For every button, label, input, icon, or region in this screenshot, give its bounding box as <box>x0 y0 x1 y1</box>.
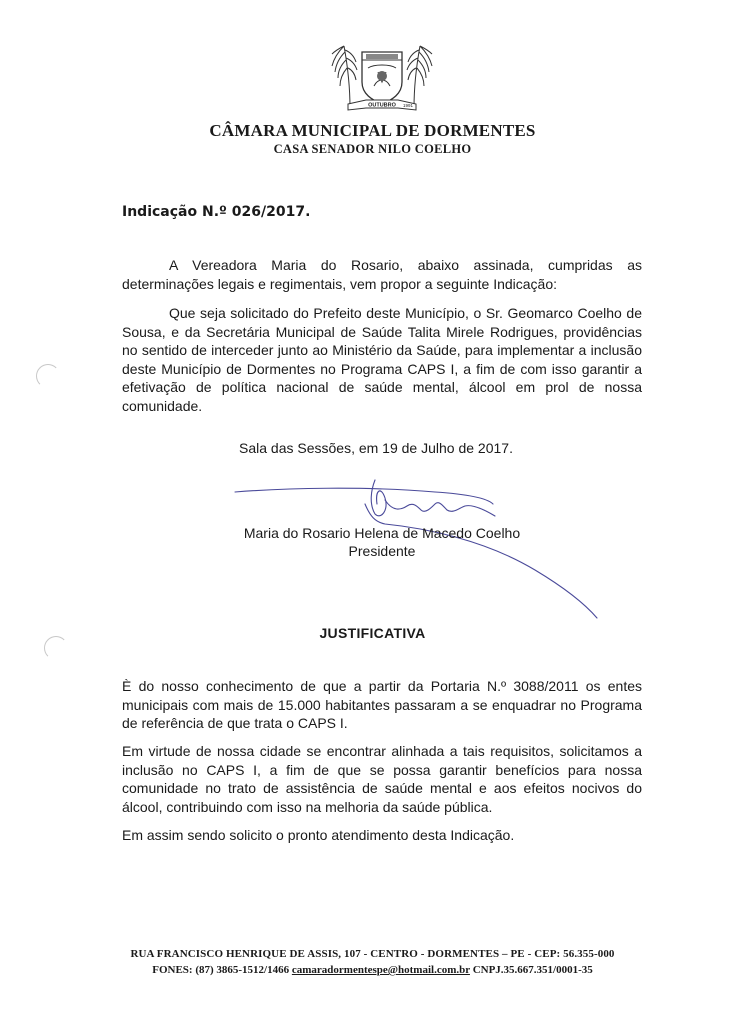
footer-cnpj: CNPJ.35.667.351/0001-35 <box>472 964 593 976</box>
punch-hole-mark <box>44 636 68 660</box>
emblem-ribbon-text: OUTUBRO <box>368 102 396 109</box>
justification-paragraph-3: Em assim sendo solicito o pronto atendimento desta Indicação. <box>122 827 515 843</box>
justification-paragraph-2: Em virtude de nossa cidade se encontrar alinhada a tais requisitos, solicitamos a inclusão no CAPS I, a fim de que se possa garantir benefícios para nossa comunidade no trato de assistência de saúde mental e aos efeitos nocivos do álcool, contribuindo com isso na melhoria da saúde pública. <box>122 743 642 815</box>
footer-email: camaradormentespe@hotmail.com.br <box>291 964 470 976</box>
session-date: Sala das Sessões, em 19 de Julho de 2017. <box>239 440 513 456</box>
justification-title: JUSTIFICATIVA <box>319 625 426 641</box>
justification-paragraph-1: È do nosso conhecimento de que a partir da Portaria N.º 3088/2011 os entes municipais com mais de 15.000 habitantes passaram a se enquadrar no Programa de referência de que trata o CAPS I. <box>122 678 642 731</box>
request-paragraph: Que seja solicitado do Prefeito deste Município, o Sr. Geomarco Coelho de Sousa, e da Secretária Municipal de Saúde Talita Mirele Rodrigues, providências no sentido de interceder junto ao Ministério da Saúde, para implementar a inclusão deste Município de Dormentes no Programa CAPS I, a fim de com isso garantir a efetivação de política nacional de saúde mental, álcool em prol de nossa comunidade. <box>122 305 642 414</box>
signer-block <box>122 524 642 560</box>
signer-name: Maria do Rosario Helena de Macedo Coelho <box>243 525 521 541</box>
institution-name: CÂMARA MUNICIPAL DE DORMENTES <box>209 121 536 140</box>
footer-address: RUA FRANCISCO HENRIQUE DE ASSIS, 107 - CENTRO - DORMENTES – PE - CEP: 56.355-000 <box>130 948 615 960</box>
punch-hole-mark <box>36 364 60 388</box>
indication-title: Indicação N.º 026/2017. <box>122 204 311 220</box>
emblem-year-text: 1991 <box>402 103 414 108</box>
municipal-coat-of-arms-icon <box>328 38 436 118</box>
footer-contacts <box>0 964 745 976</box>
institution-subtitle: CASA SENADOR NILO COELHO <box>273 142 472 156</box>
footer-phones: FONES: (87) 3865-1512/1466 <box>152 964 290 976</box>
intro-paragraph: A Vereadora Maria do Rosario, abaixo assinada, cumpridas as determinações legais e regimentais, vem propor a seguinte Indicação: <box>122 257 642 292</box>
signer-role: Presidente <box>348 543 416 559</box>
